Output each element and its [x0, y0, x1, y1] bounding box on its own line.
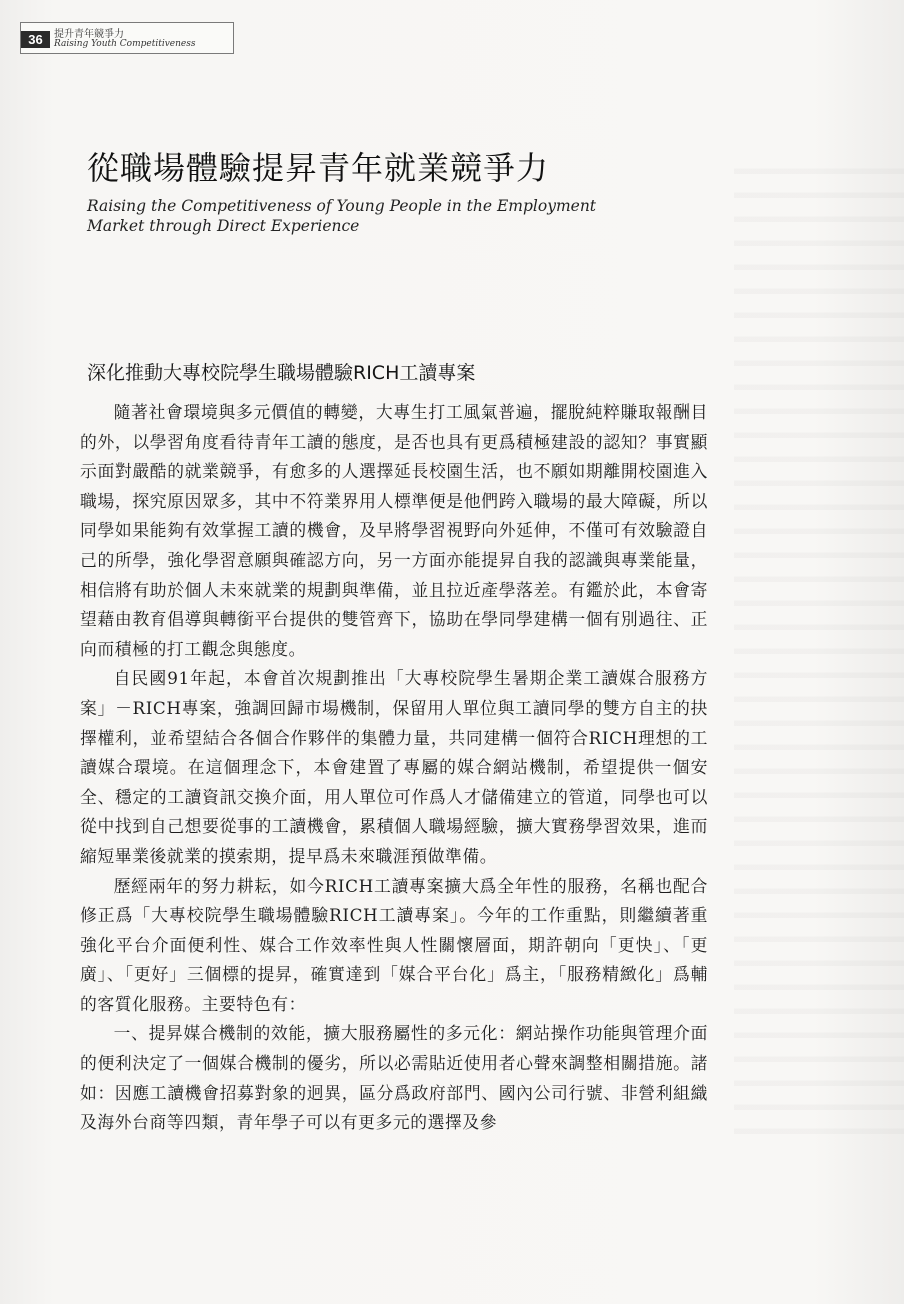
article-body — [80, 398, 708, 1138]
page-number: 36 — [21, 31, 50, 48]
body-paragraph: 自民國91年起，本會首次規劃推出「大專校院學生暑期企業工讀媒合服務方案」－RICH專案，強調回歸市場機制，保留用人單位與工讀同學的雙方自主的抉擇權利，並希望結合各個合作夥伴的集體力量，共同建構一個符合RICH理想的工讀媒合環境。在這個理念下，本會建置了專屬的媒合網站機制，希望提供一個安全、穩定的工讀資訊交換介面，用人單位可作爲人才儲備建立的管道，同學也可以從中找到自己想要從事的工讀機會，累積個人職場經驗，擴大實務學習效果，進而縮短畢業後就業的摸索期，提早爲未來職涯預做準備。 — [80, 668, 708, 866]
body-paragraph: 隨著社會環境與多元價值的轉變，大專生打工風氣普遍，擺脫純粹賺取報酬目的外，以學習角度看待青年工讀的態度，是否也具有更爲積極建設的認知？事實顯示面對嚴酷的就業競爭，有愈多的人選擇延長校園生活，也不願如期離開校園進入職場，探究原因眾多，其中不符業界用人標準便是他們跨入職場的最大障礙，所以同學如果能夠有效掌握工讀的機會，及早將學習視野向外延伸，不僅可有效驗證自己的所學，強化學習意願與確認方向，另一方面亦能提昇自我的認識與專業能量，相信將有助於個人未來就業的規劃與準備，並且拉近產學落差。有鑑於此，本會寄望藉由教育倡導與轉銜平台提供的雙管齊下，協助在學同學建構一個有別過往、正向而積極的打工觀念與態度。 — [80, 402, 708, 659]
article-title: 從職場體驗提昇青年就業競爭力 — [87, 149, 550, 187]
show-through-shadow — [734, 150, 904, 1150]
running-header — [20, 22, 234, 54]
body-paragraph: 歷經兩年的努力耕耘，如今RICH工讀專案擴大爲全年性的服務，名稱也配合修正爲「大專校院學生職場體驗RICH工讀專案」。今年的工作重點，則繼續著重強化平台介面便利性、媒合工作效率性與人性關懷層面，期許朝向「更快」、「更廣」、「更好」三個標的提昇，確實達到「媒合平台化」爲主，「服務精緻化」爲輔的客質化服務。主要特色有： — [80, 875, 708, 1014]
publication-title-zh: 提升青年競爭力 — [54, 29, 124, 40]
article-subtitle: Raising the Competitiveness of Young People in the Employment Market through Direct Experience — [87, 197, 597, 235]
section-heading: 深化推動大專校院學生職場體驗RICH工讀專案 — [87, 362, 476, 384]
publication-title-en: Raising Youth Competitiveness — [54, 39, 196, 49]
body-paragraph: 一、提昇媒合機制的效能，擴大服務屬性的多元化：網站操作功能與管理介面的便利決定了一個媒合機制的優劣，所以必需貼近使用者心聲來調整相關措施。諸如：因應工讀機會招募對象的迥異，區分爲政府部門、國內公司行號、非營利組織及海外台商等四類，青年學子可以有更多元的選擇及參 — [80, 1023, 708, 1133]
